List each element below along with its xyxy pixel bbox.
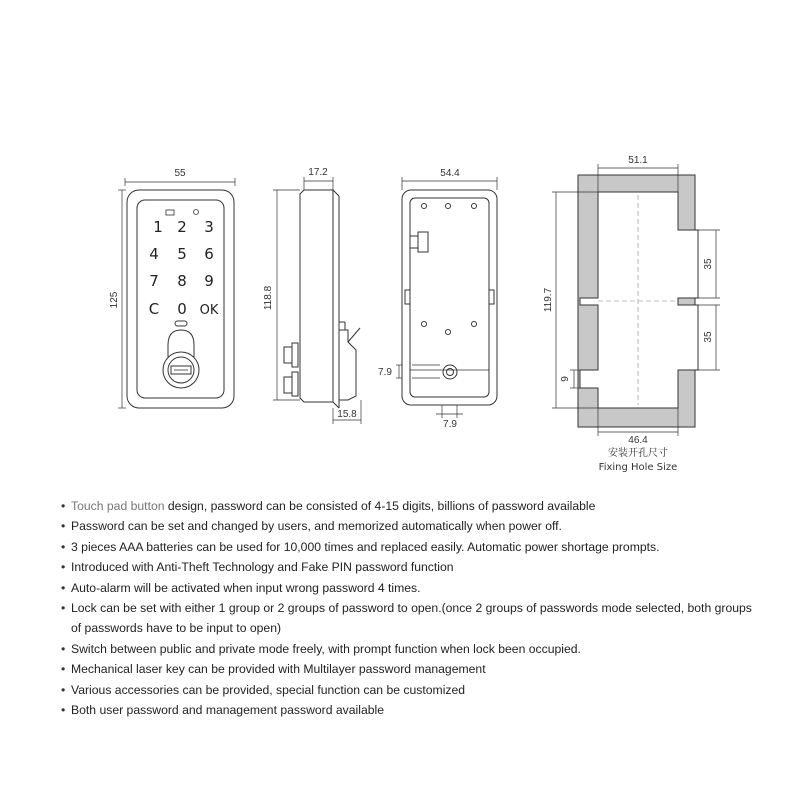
feature-item: [61, 578, 761, 598]
front-view: [118, 178, 235, 408]
back-width-dim: 54.4: [440, 168, 460, 179]
back-bottom-dim: 7.9: [443, 419, 457, 430]
hole-small-dim: 9: [560, 376, 571, 382]
key-9: 9: [204, 272, 214, 290]
keypad: [149, 218, 219, 318]
feature-item: [61, 598, 761, 639]
hole-view: [552, 164, 720, 436]
feature-text: Password can be set and changed by users, and memorized automatically when power off.: [71, 519, 562, 534]
key-4: 4: [149, 245, 159, 263]
key-8: 8: [177, 272, 187, 290]
feature-highlight: Touch pad button: [71, 499, 165, 513]
back-left-dim: 7.9: [378, 367, 392, 378]
feature-list: [61, 496, 761, 720]
hole-top-dim: 51.1: [628, 155, 648, 166]
feature-text: 3 pieces AAA batteries can be used for 10,000 times and replaced easily. Automatic power shortage prompts.: [71, 539, 660, 554]
side-top-dim: 17.2: [308, 167, 328, 178]
side-bottom-dim: 15.8: [337, 409, 357, 420]
hole-tab-dim-upper: 35: [703, 258, 714, 270]
key-3: 3: [204, 218, 214, 236]
feature-item: [61, 557, 761, 577]
feature-item: [61, 700, 761, 720]
front-height-dim: 125: [109, 291, 120, 309]
key-c: C: [148, 300, 160, 318]
key-ok: OK: [199, 303, 219, 318]
feature-text: Lock can be set with either 1 group or 2 groups of password to open.(once 2 groups of passwords mode selected, both groups of passwords have to be input to open): [71, 601, 752, 636]
feature-text: Auto-alarm will be activated when input wrong password 4 times.: [71, 580, 421, 595]
feature-text: Mechanical laser key can be provided with Multilayer password management: [71, 662, 486, 677]
back-view: [396, 177, 497, 418]
feature-item: [61, 537, 761, 557]
hole-caption-cn: 安装开孔尺寸: [608, 448, 668, 459]
hole-caption-en: Fixing Hole Size: [598, 462, 678, 473]
feature-text: Switch between public and private mode freely, with prompt function when lock been occupied.: [71, 641, 581, 656]
side-view: [273, 177, 361, 424]
feature-item: [61, 659, 761, 679]
feature-text: Both user password and management password available: [71, 703, 384, 718]
front-width-dim: 55: [174, 168, 186, 179]
feature-text: Introduced with Anti-Theft Technology and Fake PIN password function: [71, 560, 454, 575]
key-2: 2: [177, 218, 187, 236]
side-height-dim: 118.8: [263, 285, 274, 311]
feature-item: [61, 639, 761, 659]
feature-text: Various accessories can be provided, special function can be customized: [71, 682, 466, 697]
feature-item: [61, 496, 761, 516]
key-7: 7: [149, 272, 159, 290]
key-5: 5: [177, 245, 187, 263]
hole-bottom-dim: 46.4: [628, 435, 648, 446]
key-6: 6: [204, 245, 214, 263]
hole-tab-dim-lower: 35: [703, 331, 714, 343]
feature-item: [61, 680, 761, 700]
feature-text: design, password can be consisted of 4-15 digits, billions of password available: [164, 499, 596, 513]
key-0: 0: [177, 300, 187, 318]
key-1: 1: [153, 218, 163, 236]
hole-height-dim: 119.7: [543, 287, 554, 313]
feature-item: [61, 516, 761, 536]
